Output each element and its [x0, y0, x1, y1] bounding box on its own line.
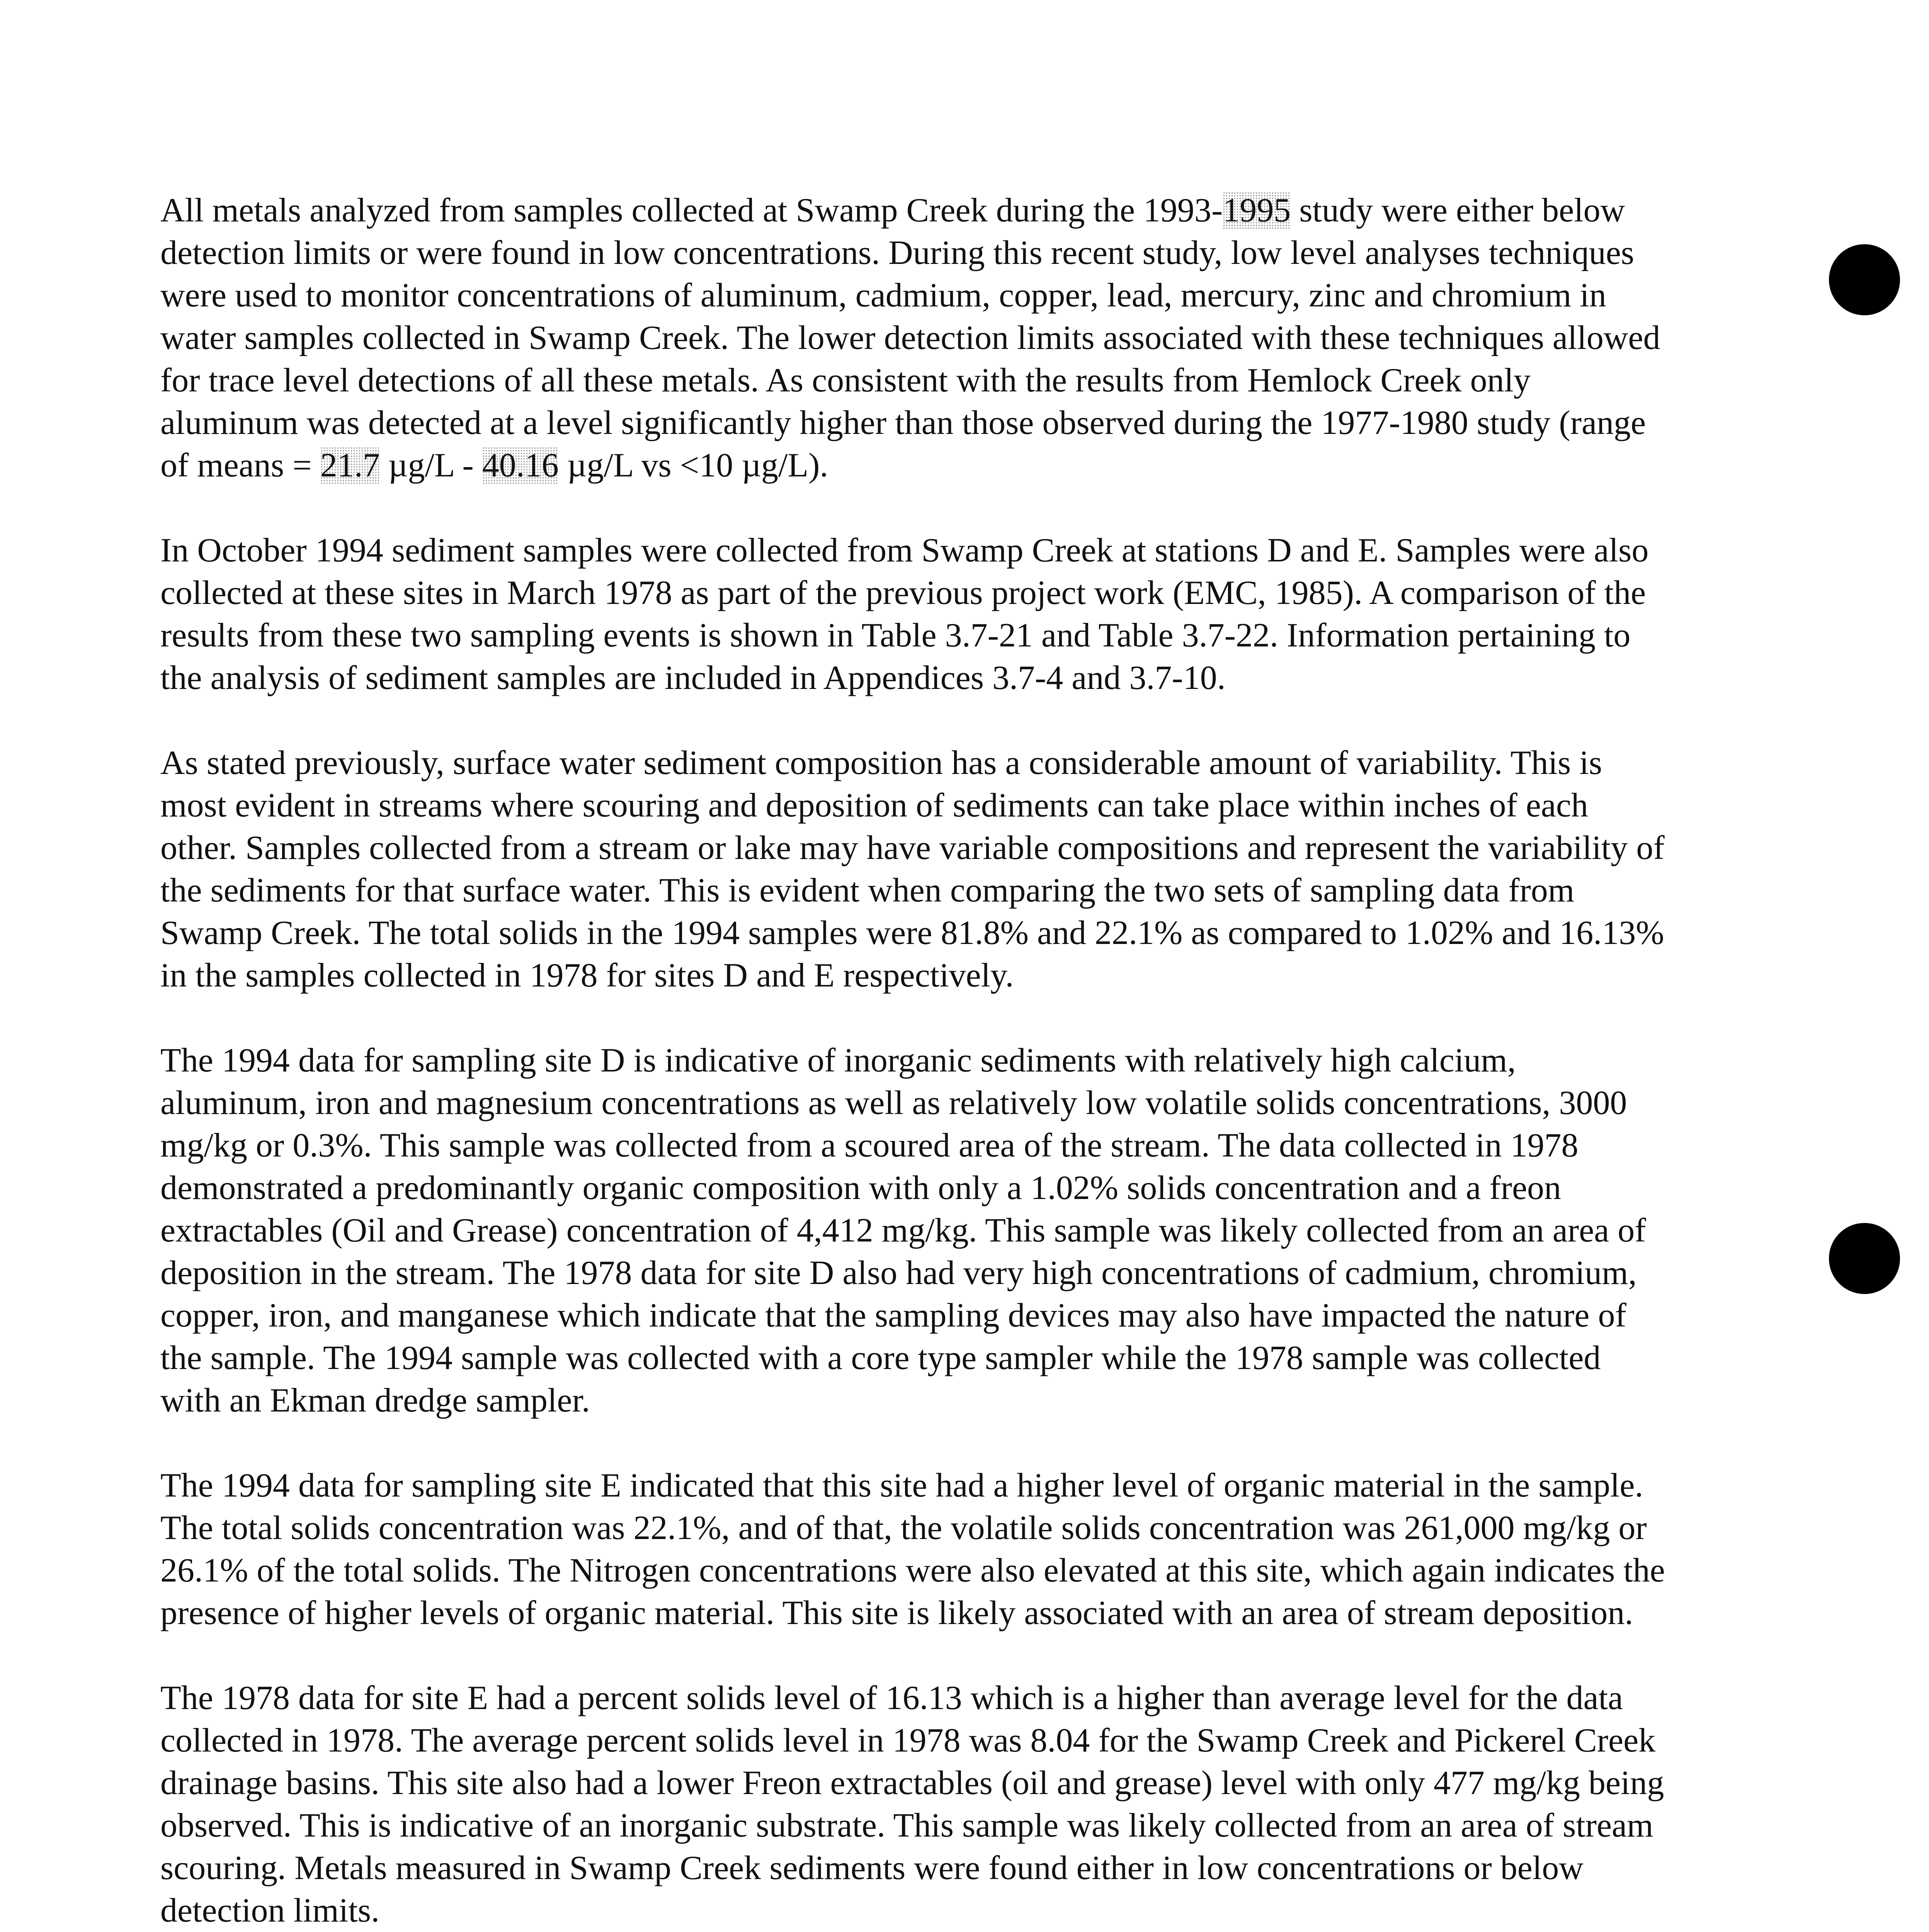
paragraph-1-text-middle: study were either below detection limits or were found in low concentrations. During this recent study, low level analyses techniques were used to monitor concentrations of aluminum, cadmium, copper, lead, mercury, zinc and chromium in water samples collected in Swamp Creek. The lower detection limits associated with these techniques allowed for trace level detections of all these metals. As consistent with the results from Hemlock Creek only aluminum was detected at a level significantly higher than those observed during the 1977-1980 study (range of means =	[160, 192, 1660, 484]
body-text	[160, 189, 1667, 1932]
paragraph-5: The 1994 data for sampling site E indicated that this site had a higher level of organic material in the sample. The total solids concentration was 22.1%, and of that, the volatile solids concentration was 261,000 mg/kg or 26.1% of the total solids. The Nitrogen concentrations were also elevated at this site, which again indicates the presence of higher levels of organic material. This site is likely associated with an area of stream deposition.	[160, 1467, 1665, 1632]
paragraph-1-text-end: µg/L vs <10 µg/L).	[558, 447, 828, 484]
paragraph-1-unit-separator: µg/L -	[379, 447, 482, 484]
highlighted-year: 1995	[1223, 192, 1291, 229]
highlighted-min-mean: 21.7	[320, 447, 380, 484]
punch-hole-top	[1829, 244, 1900, 315]
paragraph-4: The 1994 data for sampling site D is indicative of inorganic sediments with relatively high calcium, aluminum, iron and magnesium concentrations as well as relatively low volatile solids concentrations, 3000 mg/kg or 0.3%. This sample was collected from a scoured area of the stream. The data collected in 1978 demonstrated a predominantly organic composition with only a 1.02% solids concentration and a freon extractables (Oil and Grease) concentration of 4,412 mg/kg. This sample was likely collected from an area of deposition in the stream. The 1978 data for site D also had very high concentrations of cadmium, chromium, copper, iron, and manganese which indicate that the sampling devices may also have impacted the nature of the sample. The 1994 sample was collected with a core type sampler while the 1978 sample was collected with an Ekman dredge sampler.	[160, 1042, 1646, 1419]
highlighted-max-mean: 40.16	[482, 447, 559, 484]
paragraph-1	[160, 189, 1667, 487]
paragraph-2: In October 1994 sediment samples were collected from Swamp Creek at stations D and E. Samples were also collected at these sites in March 1978 as part of the previous project work (EMC, 1985). A comparison of the results from these two sampling events is shown in Table 3.7-21 and Table 3.7-22. Information pertaining to the analysis of sediment samples are included in Appendices 3.7-4 and 3.7-10.	[160, 532, 1649, 697]
paragraph-1-text-start: All metals analyzed from samples collected at Swamp Creek during the 1993-	[160, 192, 1223, 229]
punch-hole-middle	[1829, 1223, 1900, 1294]
paragraph-3: As stated previously, surface water sediment composition has a considerable amount of variability. This is most evident in streams where scouring and deposition of sediments can take place within inches of each other. Samples collected from a stream or lake may have variable compositions and represent the variability of the sediments for that surface water. This is evident when comparing the two sets of sampling data from Swamp Creek. The total solids in the 1994 samples were 81.8% and 22.1% as compared to 1.02% and 16.13% in the samples collected in 1978 for sites D and E respectively.	[160, 744, 1665, 994]
paragraph-6: The 1978 data for site E had a percent solids level of 16.13 which is a higher than average level for the data collected in 1978. The average percent solids level in 1978 was 8.04 for the Swamp Creek and Pickerel Creek drainage basins. This site also had a lower Freon extractables (oil and grease) level with only 477 mg/kg being observed. This is indicative of an inorganic substrate. This sample was likely collected from an area of stream scouring. Metals measured in Swamp Creek sediments were found either in low concentrations or below detection limits.	[160, 1679, 1664, 1929]
